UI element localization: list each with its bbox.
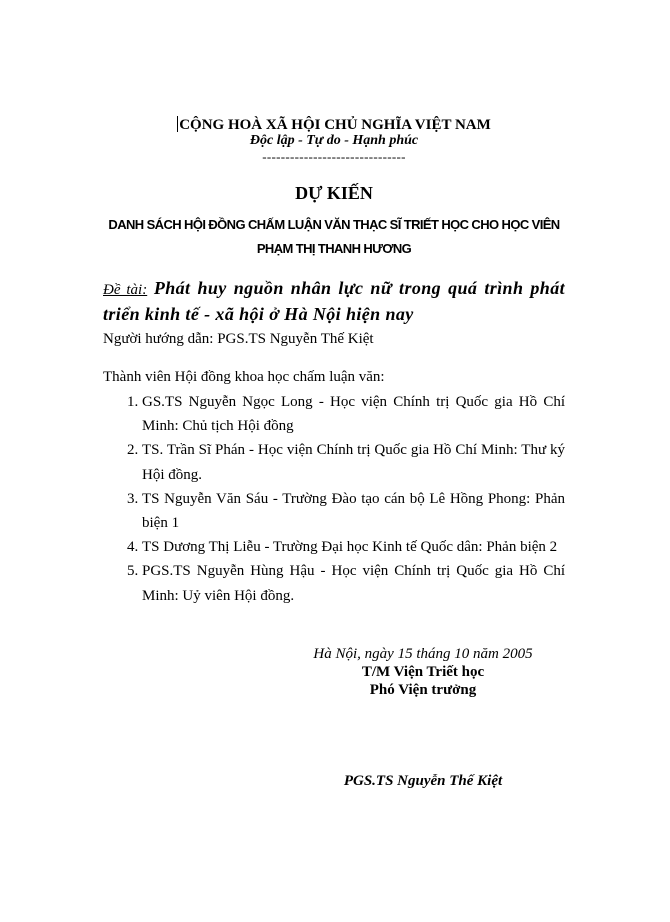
document-title: DỰ KIẾN [295, 183, 373, 203]
nation-text: CỘNG HOÀ XÃ HỘI CHỦ NGHĨA VIỆT NAM [179, 117, 491, 133]
subtitle-line-1: DANH SÁCH HỘI ĐỒNG CHẤM LUẬN VĂN THẠC SĨ TRIẾT HỌC CHO HỌC VIÊN [108, 217, 560, 232]
separator: ------------------------------- [262, 149, 406, 164]
members-list [103, 390, 565, 608]
place-date: Hà Nội, ngày 15 tháng 10 năm 2005 [313, 646, 533, 662]
motto: Độc lập - Tự do - Hạnh phúc [249, 133, 419, 148]
topic-label: Đề tài: [103, 282, 148, 298]
list-item: 4. TS Dương Thị Liễu - Trường Đại học Kinh tế Quốc dân: Phản biện 2 [142, 535, 565, 559]
list-item: 2. TS. Trần Sĩ Phán - Học viện Chính trị Quốc gia Hồ Chí Minh: Thư ký Hội đồng. [142, 438, 565, 486]
list-item: 5. PGS.TS Nguyễn Hùng Hậu - Học viện Chính trị Quốc gia Hồ Chí Minh: Uỷ viên Hội đồng. [142, 559, 565, 607]
nation-header [103, 116, 565, 134]
topic [103, 276, 565, 326]
signer-position: Phó Viện trưởng [369, 682, 477, 698]
advisor: Người hướng dẫn: PGS.TS Nguyễn Thế Kiệt [103, 331, 374, 347]
signing-org: T/M Viện Triết học [361, 664, 485, 680]
topic-text: Phát huy nguồn nhân lực nữ trong quá trình phát triển kinh tế - xã hội ở Hà Nội hiện nay [103, 278, 565, 324]
members-heading: Thành viên Hội đồng khoa học chấm luận văn: [103, 369, 385, 385]
list-item: 1. GS.TS Nguyễn Ngọc Long - Học viện Chính trị Quốc gia Hồ Chí Minh: Chủ tịch Hội đồng [142, 390, 565, 438]
subtitle-line-2: PHẠM THỊ THANH HƯƠNG [256, 241, 412, 256]
list-item: 3. TS Nguyễn Văn Sáu - Trường Đào tạo cán bộ Lê Hồng Phong: Phản biện 1 [142, 487, 565, 535]
signer-name: PGS.TS Nguyễn Thế Kiệt [343, 773, 503, 789]
